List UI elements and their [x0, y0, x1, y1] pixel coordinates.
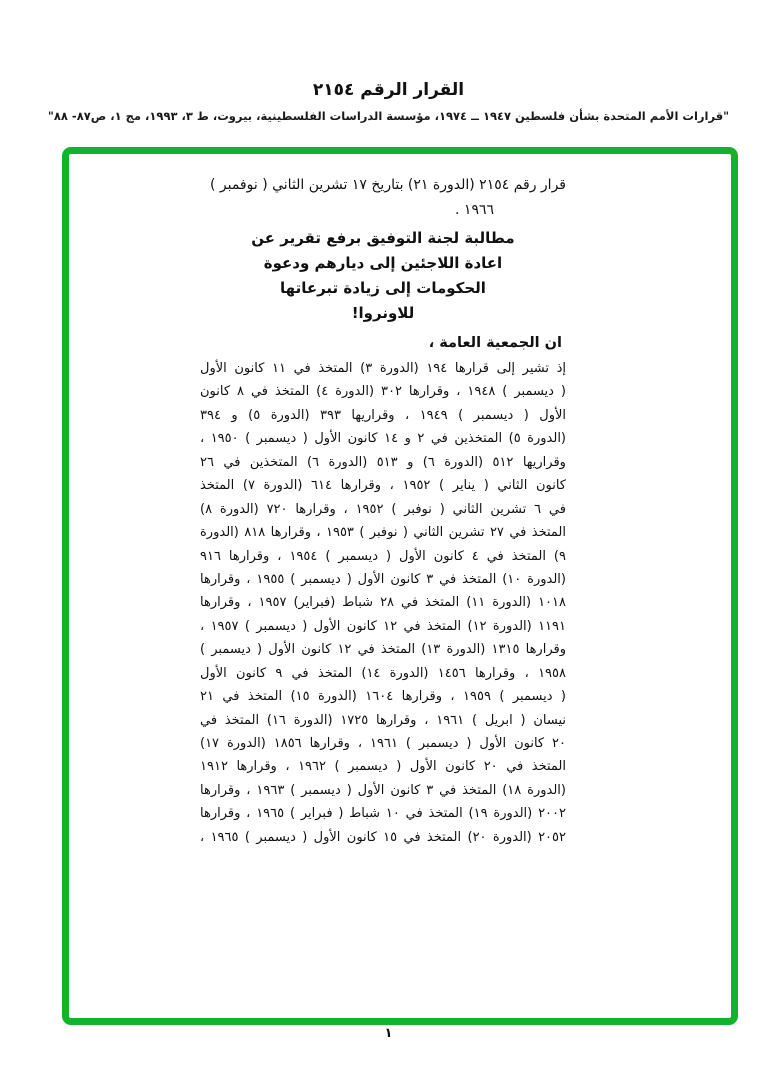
resolution-title-line: للاونروا! [351, 304, 415, 322]
resolution-text-column [200, 147, 566, 849]
body-text-line: إذ تشير إلى قرارها ١٩٤ (الدورة ٣) المتخذ في ١١ كانون الأول [200, 361, 566, 376]
body-text-line: ١٩٥٨ ، وقرارها ١٤٥٦ (الدورة ١٤) المتخذ في ٩ كانون الأول [200, 665, 566, 681]
body-text-line: (الدورة ١٨) المتخذ في ٣ كانون الأول ( ديسمبر ) ١٩٦٣ ، وقرارها [200, 782, 566, 798]
body-text-line: الأول ( ديسمبر ) ١٩٤٩ ، وقراريها ٣٩٣ (الدورة ٥) و ٣٩٤ [200, 407, 566, 423]
body-text-line: ٢٠ كانون الأول ( ديسمبر ) ١٩٦١ ، وقرارها ١٨٥٦ (الدورة ١٧) [200, 736, 566, 751]
body-text-line: (الدورة ٥) المتخذين في ٢ و ١٤ كانون الأول ( ديسمبر ) ١٩٥٠ ، [200, 431, 566, 447]
resolution-title-line: مطالبة لجنة التوفيق برفع تقرير عن [251, 229, 515, 247]
body-text-line: ١٠١٨ (الدورة ١١) المتخذ في ٢٨ شباط (فبراير) ١٩٥٧ ، وقرارها [200, 595, 566, 611]
resolution-title-line: الحكومات إلى زيادة تبرعاتها [280, 279, 486, 297]
body-text-line: (الدورة ١٠) المتخذ في ٣ كانون الأول ( ديسمبر ) ١٩٥٥ ، وقرارها [200, 571, 566, 587]
body-text-line: نيسان ( ابريل ) ١٩٦١ ، وقرارها ١٧٢٥ (الدورة ١٦) المتخذ في [200, 712, 566, 728]
resolution-title-line: اعادة اللاجئين إلى ديارهم ودعوة [263, 254, 503, 272]
body-text-line: المتخذ في ٢٠ كانون الأول ( ديسمبر ) ١٩٦٢ ، وقرارها ١٩١٢ [200, 759, 566, 775]
body-text-line: كانون الثاني ( يناير ) ١٩٥٢ ، وقرارها ٦١٤ (الدورة ٧) المتخذ [200, 478, 566, 494]
resolution-title [200, 226, 566, 326]
body-text-line: المتخذ في ٢٧ تشرين الثاني ( نوفبر ) ١٩٥٣ ، وقرارها ٨١٨ (الدورة [200, 525, 566, 541]
source-citation-line: "قرارات الأمم المتحدة بشأن فلسطين ١٩٤٧ ــ ١٩٧٤، مؤسسة الدراسات الفلسطينية، بيروت، ط ٣، ١٩٩٣، مج ١، ص٨٧- ٨٨" [47, 109, 730, 123]
body-text-line: وقراريها ٥١٢ (الدورة ٦) و ٥١٣ (الدورة ٦) المتخذين في ٢٦ [200, 454, 566, 470]
body-text-line: ٩) المتخذ في ٤ كانون الأول ( ديسمبر ) ١٩٥٤ ، وقرارها ٩١٦ [200, 548, 566, 564]
body-text-line: ١١٩١ (الدورة ١٢) المتخذ في ١٢ كانون الأول ( ديسمبر ) ١٩٥٧ ، [200, 618, 566, 634]
body-text-line: ٢٠٥٢ (الدورة ٢٠) المتخذ في ١٥ كانون الأول ( ديسمبر ) ١٩٦٥ ، [200, 829, 566, 845]
body-text-line: ( ديسمبر ) ١٩٤٨ ، وقرارها ٣٠٢ (الدورة ٤) المتخذ في ٨ كانون [200, 384, 566, 400]
body-text-line: ( ديسمبر ) ١٩٥٩ ، وقرارها ١٦٠٤ (الدورة ١٥) المتخذ في ٢١ [200, 689, 566, 705]
resolution-body-paragraph [200, 357, 566, 849]
preamble-opening: ان الجمعية العامة ، [428, 335, 562, 351]
document-title: القرار الرقم ٢١٥٤ [312, 80, 465, 100]
body-text-line: ٢٠٠٢ (الدورة ١٩) المتخذ في ١٠ شباط ( فبراير ) ١٩٦٥ ، وقرارها [200, 806, 566, 822]
resolution-intro-line-2: ١٩٦٦ . [455, 202, 494, 218]
body-text-line: في ٦ تشرين الثاني ( نوفبر ) ١٩٥٢ ، وقرارها ٧٢٠ (الدورة ٨) [200, 501, 566, 517]
resolution-intro-line-1: قرار رقم ٢١٥٤ (الدورة ٢١) بتاريخ ١٧ تشرين الثاني ( نوفمبر ) [209, 177, 566, 193]
page-number: ١ [384, 1026, 393, 1041]
body-text-line: وقرارها ١٣١٥ (الدورة ١٣) المتخذ في ١٢ كانون الأول ( ديسمبر ) [200, 642, 566, 658]
